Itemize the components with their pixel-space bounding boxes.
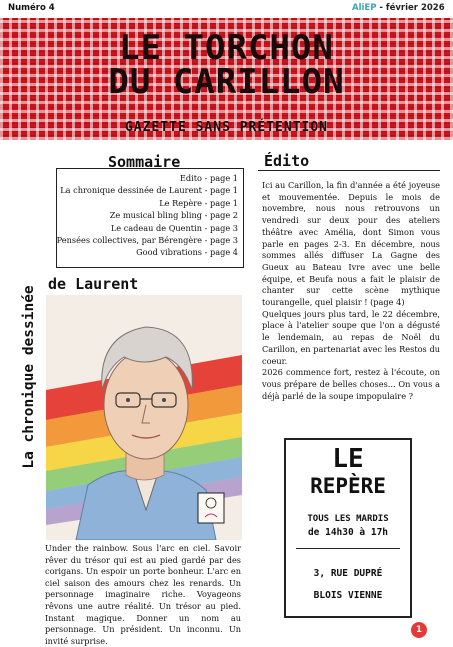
edito-paragraph: Quelques jours plus tard, le 22 décembre, place à l'atelier soupe que l'on a dégusté le lendemain, au repas de Noël du Carillon, en partenariat avec les Restos du coeur.: [262, 308, 440, 366]
toc-page: page 1: [209, 173, 238, 183]
publisher-date: AliEP - février 2026: [352, 3, 445, 13]
chronique-vertical-label: La chronique dessinée: [21, 285, 37, 469]
toc-page: page 3: [209, 222, 238, 233]
sommaire-title: Sommaire: [108, 153, 181, 171]
chronique-vertical-title: [14, 266, 44, 488]
repere-street: 3, RUE DUPRÉ: [313, 568, 383, 579]
repere-day: TOUS LES MARDIS: [307, 514, 389, 524]
repere-divider: [296, 548, 400, 549]
toc-label: Good vibrations: [136, 247, 202, 258]
chronique-caption: Under the rainbow. Sous l'arc en ciel. Savoir rêver du trésor qui est au pied gardé par des corigans. Un espoir un porte bonheur. L'arc en ciel saison des amours chez les renards. Un personnage imaginaire riche. Voyageons rêvons une autre réalité. Un trésor au pied. Instant magique. Donner un nom au personnage. Un président. Un inconnu. Un invité surprise.: [45, 543, 241, 646]
edito-paragraph: 2026 commence fort, restez à l'écoute, on vous prépare de belles choses... On vous a déjà parlé de la soupe impopulaire ?: [262, 367, 440, 401]
publisher-logo: AliEP: [352, 3, 377, 13]
repere-time: de 14h30 à 17h: [307, 527, 389, 538]
toc-item[interactable]: Pensées collectives, par Bérengère - page 3: [56, 235, 238, 246]
toc-item[interactable]: Le cadeau de Quentin - page 3: [110, 222, 238, 233]
toc-label: La chronique dessinée de Laurent: [60, 185, 202, 196]
eye-right: [162, 398, 166, 402]
issue-number: Numéro 4: [8, 3, 55, 13]
masthead-subtitle: GAZETTE SANS PRÉTENTION: [124, 120, 328, 135]
toc-page: page 3: [209, 235, 238, 246]
repere-title-line2: REPÈRE: [310, 474, 386, 498]
toc-label: Le cadeau de Quentin: [110, 222, 202, 233]
toc-label: Le Repère: [159, 197, 202, 208]
toc-label: Ze musical bling bling: [109, 210, 202, 221]
masthead-title-line2: DU CARILLON: [108, 62, 345, 102]
toc-page: page 4: [209, 247, 238, 258]
edito-body: [262, 180, 440, 402]
edito-title: Édito: [264, 152, 310, 170]
toc-item[interactable]: La chronique dessinée de Laurent - page 1: [60, 185, 238, 196]
toc-label: Edito: [179, 173, 202, 183]
toc-item[interactable]: Ze musical bling bling - page 2: [109, 210, 238, 221]
toc-item[interactable]: Good vibrations - page 4: [136, 247, 238, 258]
masthead-title-line1: LE TORCHON: [119, 28, 334, 68]
toc-page: page 1: [209, 197, 238, 208]
toc-label: Pensées collectives, par Bérengère: [56, 235, 202, 246]
toc-page: page 2: [209, 210, 238, 221]
table-of-contents: [54, 172, 238, 259]
chronique-title-suffix: de Laurent: [48, 275, 139, 293]
toc-page: page 1: [209, 185, 238, 196]
repere-city: BLOIS VIENNE: [313, 590, 383, 601]
repere-title-line1: LE: [332, 444, 364, 474]
eye-left: [126, 398, 130, 402]
edito-divider: [258, 170, 440, 171]
toc-item[interactable]: Le Repère - page 1: [159, 197, 238, 208]
portrait-drawing: [46, 295, 242, 540]
page-number-badge: 1: [411, 622, 427, 638]
issue-date: février 2026: [385, 3, 445, 13]
edito-paragraph: Ici au Carillon, la fin d'année a été joyeuse et mouvementée. Depuis le mois de novembre, nous nous retrouvons un vendredi sur deux pour des ateliers théâtre avec Amélia, dont Simon vous parle en pages 2-3. En décembre, nous sommes allés diffuser La Gagne des Gueux au Bateau Ivre avec une belle équipe, et Beufa nous a fait le plaisir de chanter sur cette scène mythique tourangelle, quel plaisir ! (page 4): [262, 180, 440, 308]
toc-item[interactable]: Edito - page 1: [179, 173, 238, 183]
